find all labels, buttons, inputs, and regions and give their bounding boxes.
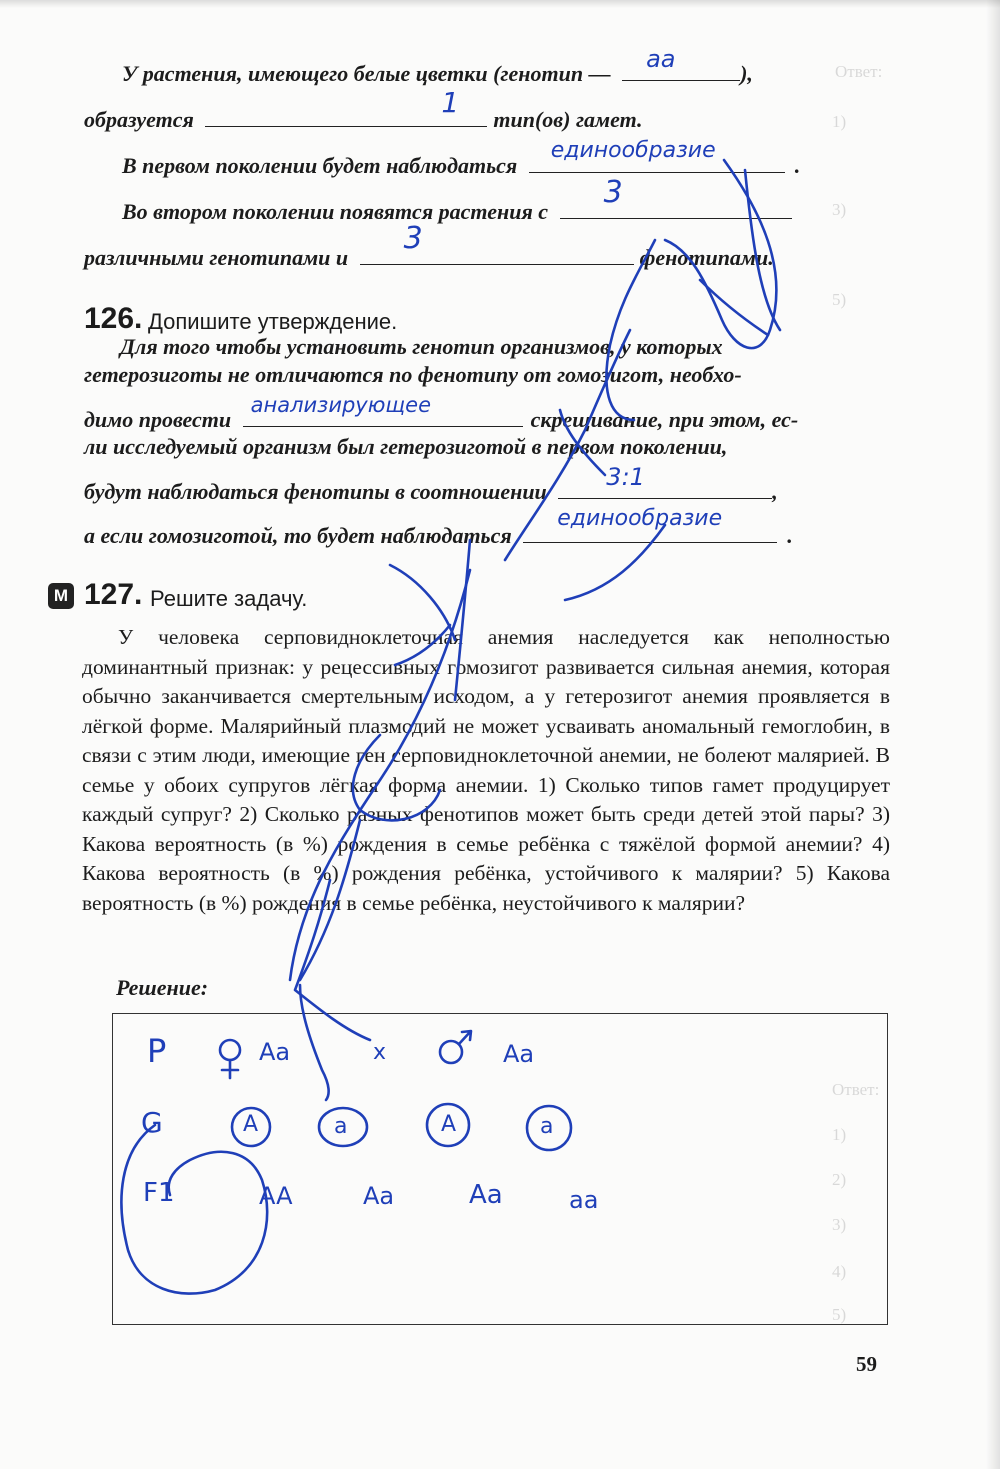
- handwritten-answer: анализирующее: [250, 393, 432, 417]
- task126-line-6: а если гомозиготой, то будет наблюдаться единообразие .: [84, 506, 793, 548]
- gamete-2: a: [334, 1114, 348, 1139]
- gamete-circle: [232, 1108, 270, 1146]
- p-label: P: [147, 1032, 167, 1070]
- handwritten-answer: аа: [646, 45, 676, 73]
- pen-stroke: [665, 160, 776, 348]
- statement-line-2: образуется 1 тип(ов) гамет.: [84, 86, 643, 132]
- handwritten-answer: 3: [603, 175, 623, 210]
- bleed-through-text: 5): [832, 290, 847, 309]
- bleed-through-text: Ответ:: [835, 62, 883, 81]
- pen-stroke: [700, 280, 768, 335]
- pen-stroke: [295, 880, 370, 1040]
- page-number: 59: [856, 1352, 877, 1376]
- pen-stroke: [455, 540, 470, 700]
- f1-label: F1: [143, 1178, 175, 1208]
- gamete-1: A: [243, 1112, 259, 1137]
- pen-stroke: [300, 820, 360, 980]
- pen-stroke: [300, 985, 329, 1100]
- statement-line-4: Во втором поколении появятся растения с 3: [122, 196, 792, 227]
- female-symbol: [220, 1040, 240, 1060]
- task-instruction-127: Решите задачу.: [150, 586, 308, 611]
- pen-stroke: [565, 525, 665, 600]
- offspring-2: Aa: [363, 1182, 395, 1210]
- female-symbol: [222, 1060, 238, 1078]
- task126-line-1: Для того чтобы установить генотип организмов, у которых: [120, 334, 723, 359]
- task-number-126: 126.: [84, 302, 143, 335]
- bleed-through-text: 3): [832, 200, 847, 219]
- gamete-circle: [427, 1104, 469, 1146]
- handwritten-answer: единообразие: [557, 506, 723, 531]
- g-label: G: [141, 1106, 163, 1139]
- task126-line-3: димо провести анализирующее скрещивание, при этом, ес-: [84, 404, 798, 435]
- gamete-circle: [527, 1106, 571, 1150]
- pen-stroke: [353, 735, 440, 820]
- bleed-through-text: 2): [832, 1170, 847, 1189]
- bleed-through-text: 5): [832, 1305, 847, 1324]
- solution-label: Решение:: [116, 975, 209, 1000]
- cross-sign: x: [373, 1040, 387, 1065]
- statement-line-1: У растения, имеющего белые цветки (генотип — аа ),: [122, 45, 753, 86]
- bleed-through-text: 1): [832, 112, 847, 131]
- task126-line-2: гетерозиготы не отличаются по фенотипу от гомозигот, необхо-: [84, 362, 742, 387]
- gamete-circle: [319, 1108, 367, 1146]
- handwritten-answer: единообразие: [550, 138, 716, 163]
- task-instruction-126: Допишите утверждение.: [148, 309, 398, 334]
- pen-stroke: [121, 1125, 267, 1294]
- handwritten-answer: 3:1: [606, 463, 645, 491]
- bleed-through-text: Ответ:: [832, 1080, 880, 1099]
- bleed-through-text: 1): [832, 1125, 847, 1144]
- male-symbol: [459, 1031, 471, 1044]
- offspring-1: AA: [259, 1182, 293, 1210]
- bleed-through-text: 3): [832, 1215, 847, 1234]
- offspring-4: aa: [569, 1186, 599, 1214]
- handwritten-answer: 3: [403, 221, 423, 256]
- task127-text: У человека серповидноклеточная анемия наследуется как неполностью доминантный признак: у рецессивных гомозигот развивается сильная анемия, которая обычно заканчивается смертельным исходом, а у гетерозигот анемия проявляется в лёгкой форме. Малярийный плазмодий не может усваивать аномальный гемоглобин, в связи с этим люди, имеющие ген серповидноклеточной анемии, не болеют малярией. В семье у обоих супругов лёгкая форма анемии. 1) Сколько типов гамет продуцирует каждый супруг? 2) Сколько разных фенотипов может быть среди детей этой пары? 3) Какова вероятность (в %) рождения в семье ребёнка с тяжёлой формой анемии? 4) Какова вероятность (в %) рождения ребёнка, устойчивого к малярии? 5) Какова вероятность (в %) рождения в семье ребёнка, неустойчивого к малярии?: [82, 625, 890, 915]
- task126-line-4: ли исследуемый организм был гетерозиготой в первом поколении,: [84, 434, 728, 459]
- bleed-through-text: 4): [832, 1262, 847, 1281]
- male-genotype: Aa: [503, 1040, 535, 1068]
- offspring-3: Aa: [469, 1180, 503, 1210]
- statement-line-5: различными генотипами и 3 фенотипами.: [84, 221, 774, 270]
- task-number-127: 127.: [84, 578, 143, 611]
- m-badge: М: [48, 583, 74, 609]
- handwritten-answer: 1: [441, 86, 460, 119]
- task126-line-5: будут наблюдаться фенотипы в соотношении 3:1 ,: [84, 463, 778, 504]
- pen-stroke: [505, 330, 630, 560]
- gamete-3: A: [441, 1112, 457, 1137]
- female-genotype: Aa: [259, 1038, 291, 1066]
- gamete-4: a: [540, 1114, 554, 1139]
- statement-line-3: В первом поколении будет наблюдаться единообразие .: [122, 138, 801, 178]
